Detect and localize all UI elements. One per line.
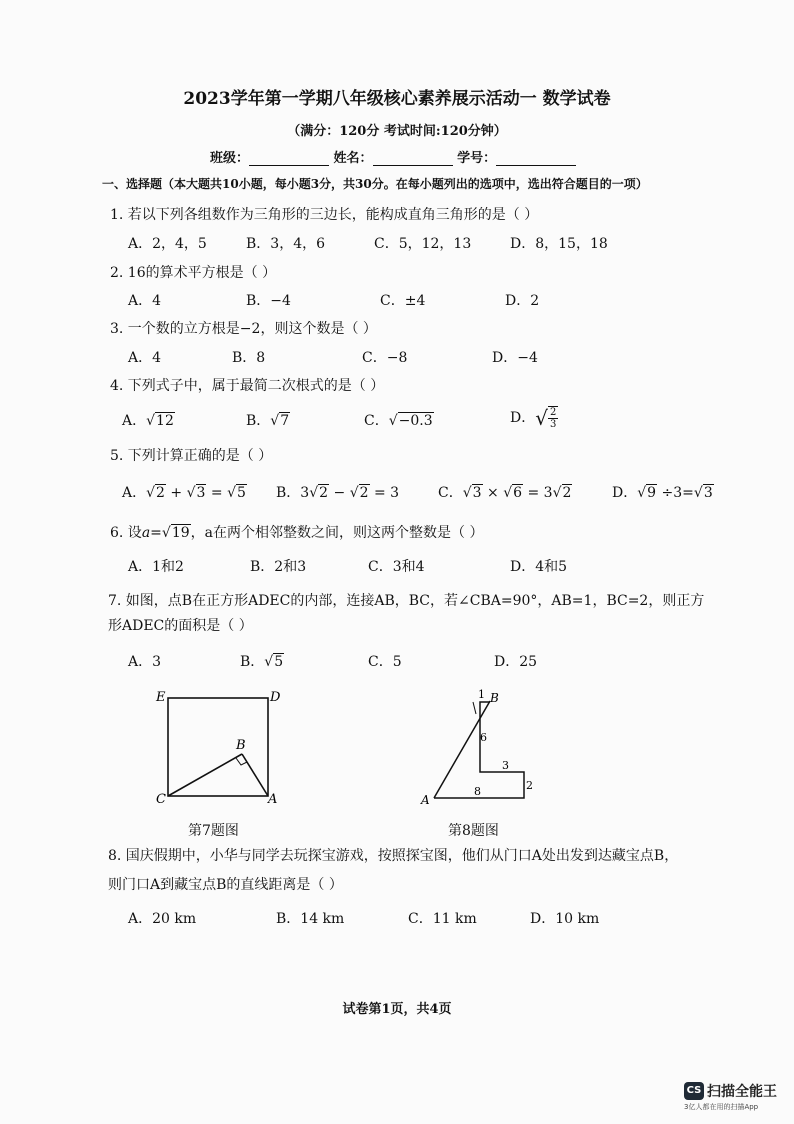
q7-option-a: A．3	[128, 654, 162, 670]
q3-option-c: C．−8	[362, 350, 408, 366]
q8-option-b: B．14 km	[276, 911, 345, 927]
q1-option-a: A．2，4，5	[128, 236, 207, 252]
section-heading: 一、选择题（本大题共10小题，每小题3分，共30分。在每小题列出的选项中，选出符合题目的一项）	[102, 177, 648, 191]
figure-7-caption: 第7题图	[188, 823, 239, 839]
fig7-label-b: B	[236, 738, 246, 753]
q6-option-d: D．4和5	[510, 559, 568, 575]
q5-option-b: B．3√2 − √2 = 3	[276, 485, 400, 501]
q4-stem: 4. 下列式子中，属于最简二次根式的是（ ）	[110, 378, 385, 394]
q2-stem: 2. 16的算术平方根是（ ）	[110, 265, 277, 281]
id-label: 学号：	[457, 151, 497, 166]
q2-option-b: B．−4	[246, 293, 291, 309]
path-route	[434, 702, 524, 798]
q1-option-b: B．3，4，6	[246, 236, 326, 252]
q7-stem-line2: 形ADEC的面积是（ ）	[108, 618, 253, 634]
segment-ab	[434, 701, 490, 798]
q8-stem-line1: 8. 国庆假期中，小华与同学去玩探宝游戏，按照探宝图，他们从门口A处出发到达藏宝点B，	[108, 848, 679, 864]
class-blank[interactable]	[249, 151, 329, 166]
segment-ba	[242, 754, 268, 796]
figure-8-caption: 第8题图	[448, 823, 499, 839]
q5-option-c: C．√3 × √6 = 3√2	[438, 485, 572, 501]
scanner-logo-icon: CS	[684, 1082, 704, 1100]
page-footer: 试卷第1页，共4页	[342, 1002, 452, 1017]
fig7-label-e: E	[156, 690, 166, 705]
q6-stem: 6. 设a=√19，a在两个相邻整数之间，则这两个整数是（ ）	[110, 525, 484, 541]
exam-subtitle: （满分：120分 考试时间:120分钟）	[287, 124, 507, 139]
fig8-label-b: B	[490, 691, 499, 705]
q6-option-b: B．2和3	[250, 559, 307, 575]
q7-option-b: B．√5	[240, 654, 284, 670]
q4-option-a: A．√12	[122, 413, 174, 429]
q3-option-b: B．8	[232, 350, 266, 366]
q3-option-a: A．4	[128, 350, 162, 366]
fig8-label-2: 2	[526, 779, 533, 792]
q2-option-a: A．4	[128, 293, 162, 309]
fig7-label-a: A	[268, 792, 278, 807]
q7-option-c: C．5	[368, 654, 402, 670]
fig8-label-8: 8	[474, 785, 481, 798]
fig8-label-6: 6	[480, 731, 487, 744]
fig8-label-1: 1	[478, 688, 485, 701]
q1-stem: 1. 若以下列各组数作为三角形的三边长，能构成直角三角形的是（ ）	[110, 207, 539, 223]
segment-cb	[168, 754, 242, 796]
q8-option-c: C．11 km	[408, 911, 477, 927]
q3-stem: 3. 一个数的立方根是−2，则这个数是（ ）	[110, 321, 377, 337]
q7-option-d: D．25	[494, 654, 538, 670]
scanner-app-name: 扫描全能王	[707, 1083, 777, 1100]
q4-option-c: C．√−0.3	[364, 413, 433, 429]
figure-7-diagram	[148, 685, 288, 810]
fig7-label-d: D	[270, 690, 281, 705]
class-label: 班级：	[210, 151, 250, 166]
q6-option-c: C．3和4	[368, 559, 425, 575]
q8-option-d: D．10 km	[530, 911, 600, 927]
q6-option-a: A．1和2	[128, 559, 184, 575]
q3-option-d: D．−4	[492, 350, 538, 366]
q2-option-c: C．±4	[380, 293, 426, 309]
q1-option-c: C．5，12，13	[374, 236, 472, 252]
q8-stem-line2: 则门口A到藏宝点B的直线距离是（ ）	[108, 877, 343, 893]
q8-option-a: A．20 km	[128, 911, 197, 927]
figure-8-diagram	[418, 684, 548, 812]
fig8-label-3: 3	[502, 759, 509, 772]
fig7-label-c: C	[156, 792, 166, 807]
q5-stem: 5. 下列计算正确的是（ ）	[110, 448, 273, 464]
q2-option-d: D．2	[505, 293, 540, 309]
fig8-label-a: A	[421, 793, 430, 807]
name-blank[interactable]	[373, 151, 453, 166]
q4-option-b: B．√7	[246, 413, 290, 429]
page-title: 2023学年第一学期八年级核心素养展示活动一 数学试卷	[183, 89, 611, 109]
q5-option-a: A．√2 + √3 = √5	[122, 485, 246, 501]
scanner-watermark	[684, 1080, 777, 1101]
q5-option-d: D．√9 ÷3=√3	[612, 485, 713, 501]
q7-stem-line1: 7. 如图，点B在正方形ADEC的内部，连接AB，BC，若∠CBA=90°，AB=1，BC=2，则正方	[108, 593, 705, 609]
q1-option-d: D．8，15，18	[510, 236, 608, 252]
id-blank[interactable]	[496, 151, 576, 166]
student-info-row	[210, 147, 576, 166]
scanner-tagline: 3亿人都在用的扫描App	[684, 1103, 759, 1111]
q4-option-d: D．√ $\frac{2}{3}$	[510, 406, 557, 430]
square-adec	[168, 698, 268, 796]
name-label: 姓名：	[333, 151, 373, 166]
